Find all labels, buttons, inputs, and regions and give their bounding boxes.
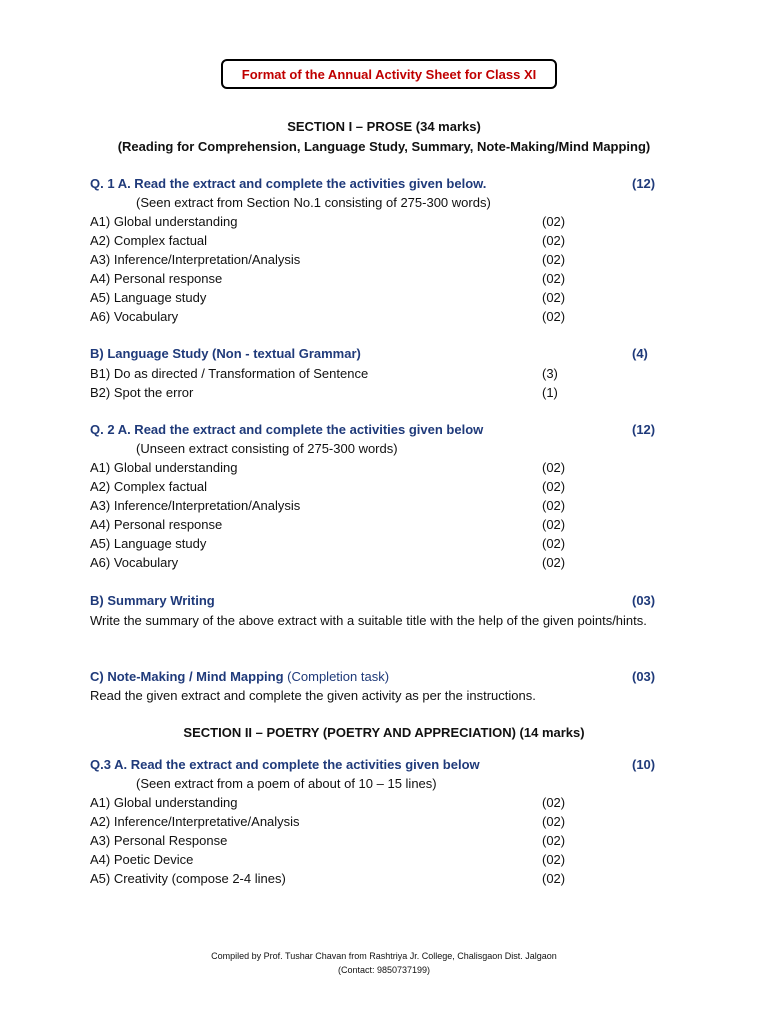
q2a-item-marks: (02)	[542, 479, 566, 494]
q3a-item-marks: (02)	[542, 871, 566, 886]
q3a-item-marks: (02)	[542, 814, 566, 829]
section1-subheading: (Reading for Comprehension, Language Study, Summary, Note-Making/Mind Mapping)	[117, 139, 651, 154]
q3a-item: A4) Poetic Device	[90, 852, 194, 867]
q2a-item: A5) Language study	[90, 536, 207, 551]
q2a-item-marks: (02)	[542, 460, 566, 475]
q2a-note: (Unseen extract consisting of 275-300 words)	[136, 441, 398, 456]
q1a-item: A2) Complex factual	[90, 233, 208, 248]
q2a-item-marks: (02)	[542, 536, 566, 551]
q1b-item-marks: (1)	[542, 385, 558, 400]
q3a-heading: Q.3 A. Read the extract and complete the activities given below	[90, 757, 480, 772]
q1a-heading: Q. 1 A. Read the extract and complete the activities given below.	[90, 176, 487, 191]
q2a-item-marks: (02)	[542, 555, 566, 570]
q3a-item: A1) Global understanding	[90, 795, 238, 810]
q1b-marks: (4)	[632, 346, 648, 361]
q1a-note: (Seen extract from Section No.1 consisting of 275-300 words)	[136, 195, 491, 210]
q1a-item-marks: (02)	[542, 290, 566, 305]
q2c-heading: C) Note-Making / Mind Mapping	[90, 669, 284, 684]
q1b-item: B1) Do as directed / Transformation of Sentence	[90, 366, 369, 381]
page-title: Format of the Annual Activity Sheet for Class XI	[221, 59, 557, 89]
q1a-item-marks: (02)	[542, 252, 566, 267]
q1a-item-marks: (02)	[542, 214, 566, 229]
q2a-marks: (12)	[632, 422, 656, 437]
q3a-item: A3) Personal Response	[90, 833, 228, 848]
q3a-item-marks: (02)	[542, 795, 566, 810]
q1a-marks: (12)	[632, 176, 656, 191]
q1a-item: A6) Vocabulary	[90, 309, 179, 324]
section2-heading: SECTION II – POETRY (POETRY AND APPRECIATION) (14 marks)	[183, 725, 585, 740]
q1a-item: A5) Language study	[90, 290, 207, 305]
q2a-heading: Q. 2 A. Read the extract and complete the activities given below	[90, 422, 484, 437]
q2a-item: A2) Complex factual	[90, 479, 208, 494]
q2a-item-marks: (02)	[542, 517, 566, 532]
q3a-item-marks: (02)	[542, 852, 566, 867]
q2c-heading-extra: (Completion task)	[287, 669, 390, 684]
q2a-item: A1) Global understanding	[90, 460, 238, 475]
q1a-item-marks: (02)	[542, 233, 566, 248]
q3a-marks: (10)	[632, 757, 656, 772]
q2b-heading: B) Summary Writing	[90, 593, 215, 608]
q3a-item: A5) Creativity (compose 2-4 lines)	[90, 871, 286, 886]
q1b-item-marks: (3)	[542, 366, 558, 381]
q3a-item-marks: (02)	[542, 833, 566, 848]
q1b-item: B2) Spot the error	[90, 385, 194, 400]
q3a-item: A2) Inference/Interpretative/Analysis	[90, 814, 300, 829]
q2a-item: A6) Vocabulary	[90, 555, 179, 570]
q1a-item: A3) Inference/Interpretation/Analysis	[90, 252, 301, 267]
q1b-heading: B) Language Study (Non - textual Grammar)	[90, 346, 361, 361]
q2c-text: Read the given extract and complete the given activity as per the instructions.	[90, 688, 536, 703]
q2b-text: Write the summary of the above extract with a suitable title with the help of the given points/hints.	[90, 613, 647, 628]
footer-contact: (Contact: 9850737199)	[337, 965, 431, 975]
footer-credit: Compiled by Prof. Tushar Chavan from Rashtriya Jr. College, Chalisgaon Dist. Jalgaon	[211, 951, 557, 961]
q1a-item-marks: (02)	[542, 271, 566, 286]
q3a-note: (Seen extract from a poem of about of 10 – 15 lines)	[136, 776, 437, 791]
q2c-marks: (03)	[632, 669, 656, 684]
q2b-marks: (03)	[632, 593, 656, 608]
q2a-item-marks: (02)	[542, 498, 566, 513]
q2c-heading-row	[90, 669, 389, 685]
q2a-item: A4) Personal response	[90, 517, 223, 532]
q1a-item-marks: (02)	[542, 309, 566, 324]
q1a-item: A1) Global understanding	[90, 214, 238, 229]
q1a-item: A4) Personal response	[90, 271, 223, 286]
q2a-item: A3) Inference/Interpretation/Analysis	[90, 498, 301, 513]
section1-heading: SECTION I – PROSE (34 marks)	[287, 119, 481, 134]
